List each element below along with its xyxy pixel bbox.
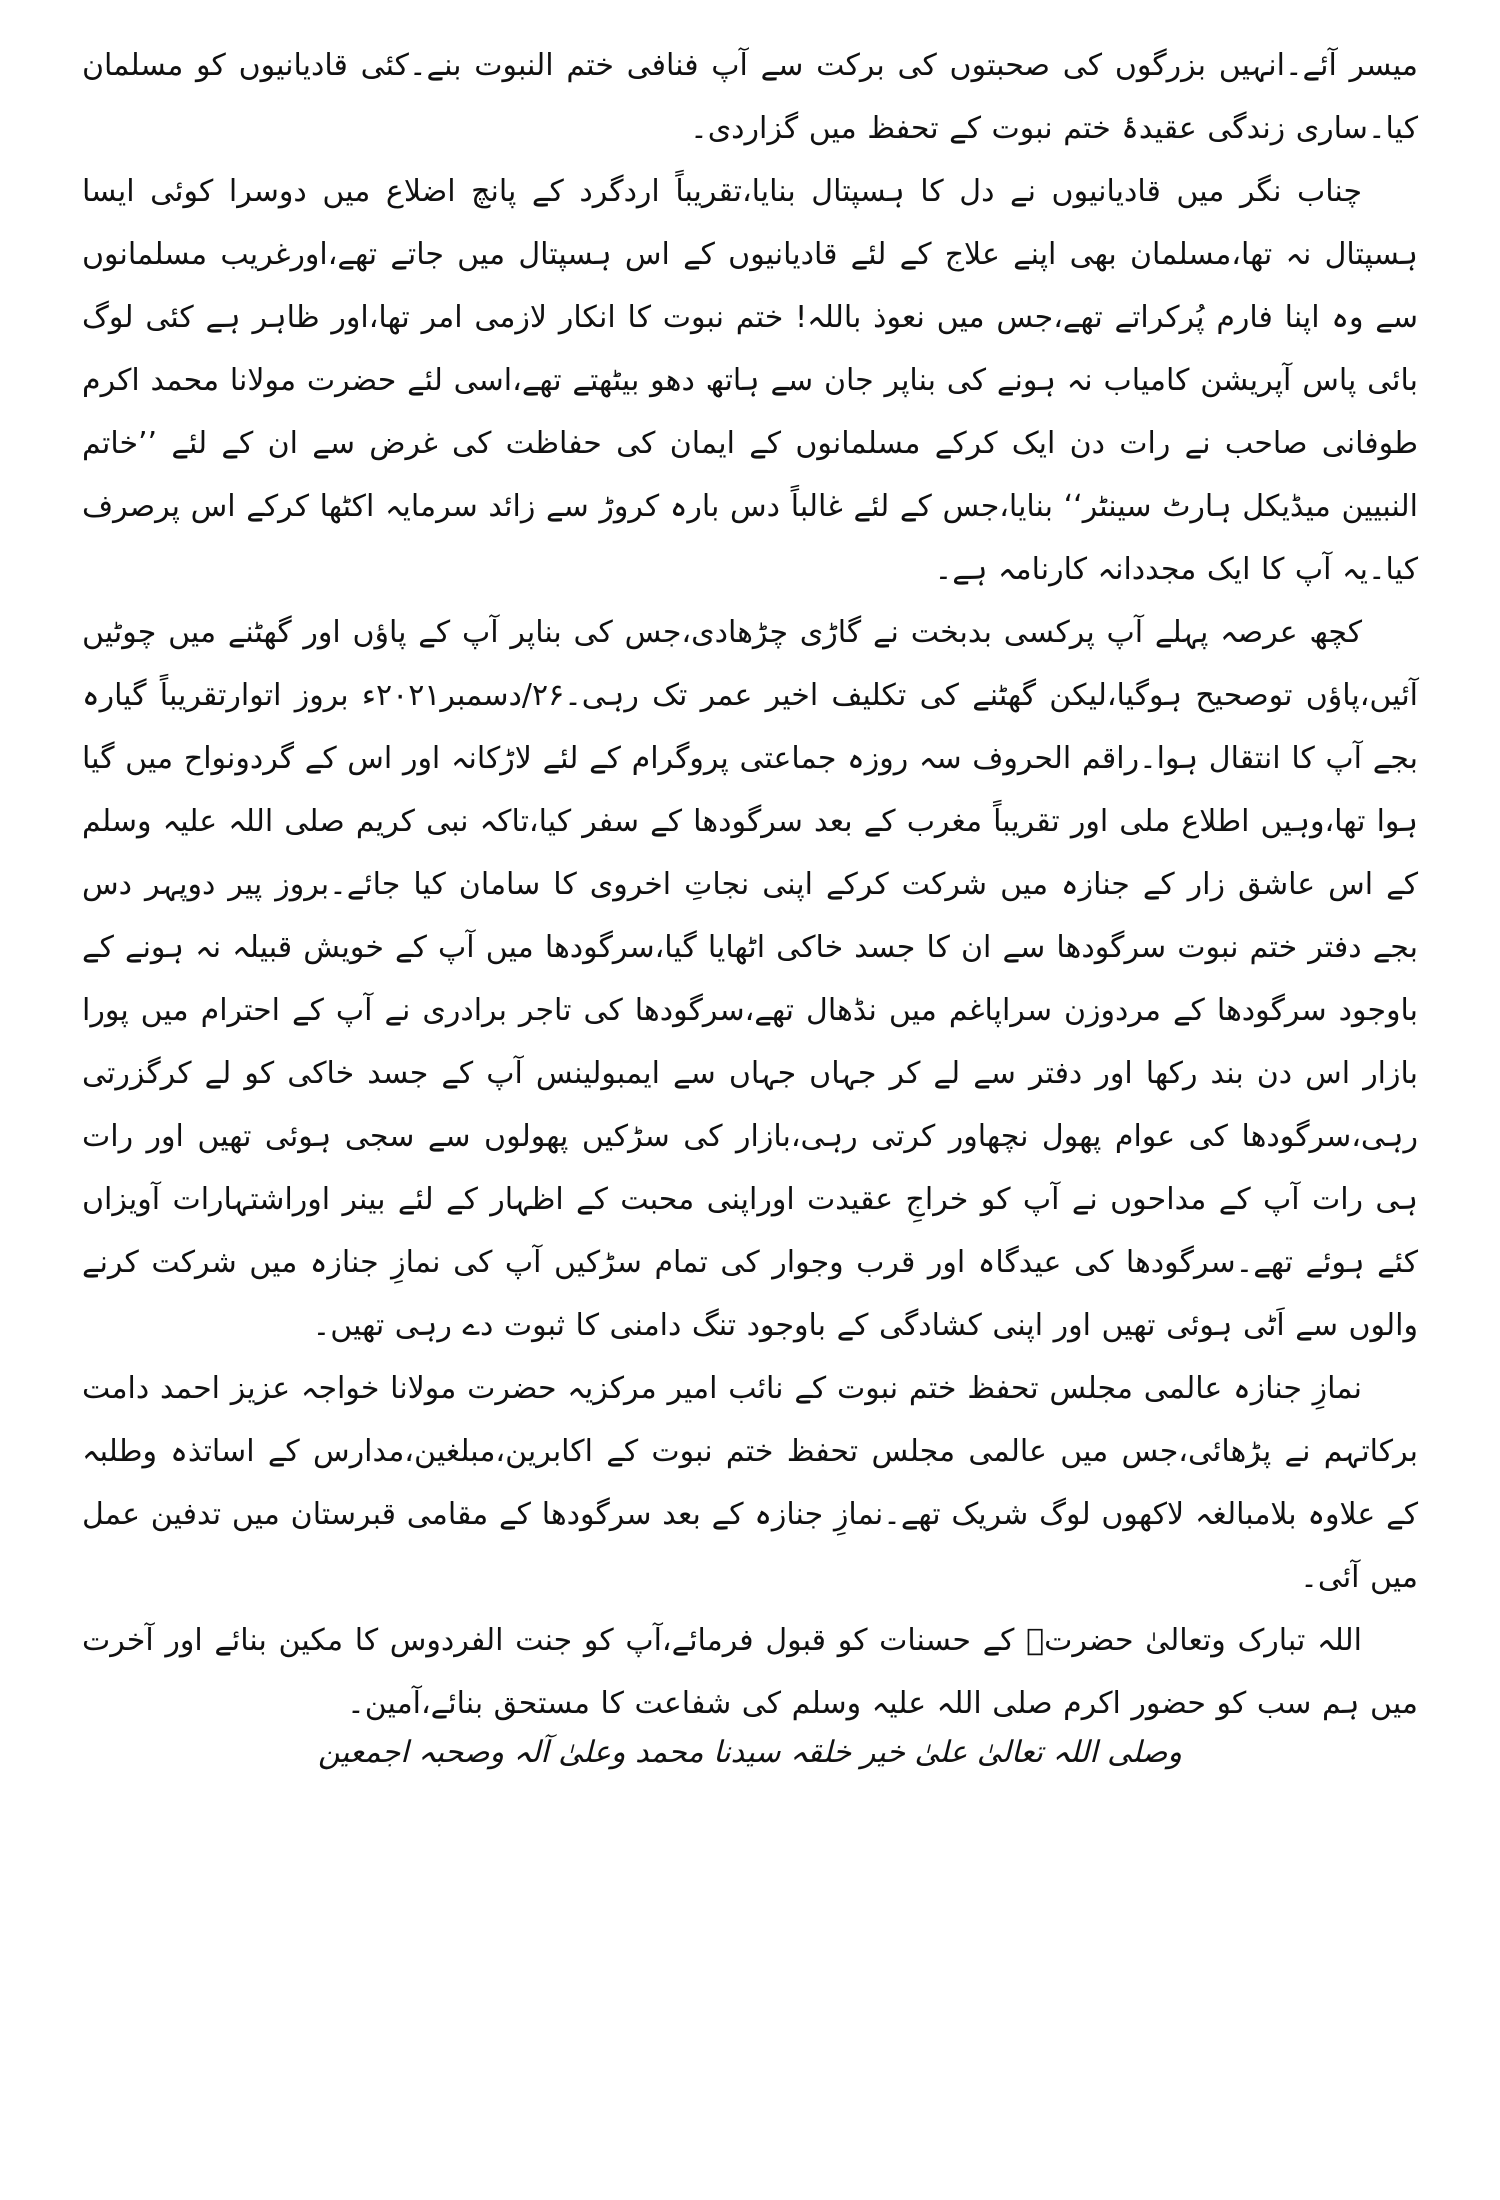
closing-salutation: وصلی اللہ تعالیٰ علیٰ خیر خلقہ سیدنا محمد وعلیٰ آلہ وصحبہ اجمعین bbox=[318, 1735, 1182, 1770]
paragraph-2: چناب نگر میں قادیانیوں نے دل کا ہسپتال بنایا،تقریباً اردگرد کے پانچ اضلاع میں دوسرا کوئی ایسا ہسپتال نہ تھا،مسلمان بھی اپنے علاج کے لئے قادیانیوں کے اس ہسپتال میں جاتے تھے،اورغریب مسلمانوں سے وہ اپنا فارم پُرکراتے تھے،جس میں نعوذ باللہ! ختم نبوت کا انکار لازمی امر تھا،اور ظاہر ہے کئی لوگ بائی پاس آپریشن کامیاب نہ ہونے کی بناپر جان سے ہاتھ دھو بیٹھتے تھے،اسی لئے حضرت مولانا محمد اکرم طوفانی صاحب نے رات دن ایک کرکے مسلمانوں کے ایمان کی حفاظت کی غرض سے ان کے لئے ’’خاتم النبیین میڈیکل ہارٹ سینٹر‘‘ بنایا،جس کے لئے غالباً دس بارہ کروڑ سے زائد سرمایہ اکٹھا کرکے اس پرصرف کیا۔یہ آپ کا ایک مجددانہ کارنامہ ہے۔ bbox=[82, 174, 1418, 587]
article-body bbox=[82, 34, 1418, 1735]
paragraph-5: اللہ تبارک وتعالیٰ حضرتؒ کے حسنات کو قبول فرمائے،آپ کو جنت الفردوس کا مکین بنائے اور آخرت میں ہم سب کو حضور اکرم صلی اللہ علیہ وسلم کی شفاعت کا مستحق بنائے،آمین۔ bbox=[82, 1623, 1418, 1721]
paragraph-1: میسر آئے۔انہیں بزرگوں کی صحبتوں کی برکت سے آپ فنافی ختم النبوت بنے۔کئی قادیانیوں کو مسلمان کیا۔ساری زندگی عقیدۂ ختم نبوت کے تحفظ میں گزاردی۔ bbox=[82, 48, 1418, 146]
paragraph-4: نمازِ جنازہ عالمی مجلس تحفظ ختم نبوت کے نائب امیر مرکزیہ حضرت مولانا خواجہ عزیز احمد دامت برکاتہم نے پڑھائی،جس میں عالمی مجلس تحفظ ختم نبوت کے اکابرین،مبلغین،مدارس کے اساتذہ وطلبہ کے علاوہ بلامبالغہ لاکھوں لوگ شریک تھے۔نمازِ جنازہ کے بعد سرگودھا کے مقامی قبرستان میں تدفین عمل میں آئی۔ bbox=[82, 1371, 1418, 1595]
paragraph-3: کچھ عرصہ پہلے آپ پرکسی بدبخت نے گاڑی چڑھادی،جس کی بناپر آپ کے پاؤں اور گھٹنے میں چوٹیں آئیں،پاؤں توصحیح ہوگیا،لیکن گھٹنے کی تکلیف اخیر عمر تک رہی۔۲۶/دسمبر۲۰۲۱ء بروز اتوارتقریباً گیارہ بجے آپ کا انتقال ہوا۔راقم الحروف سہ روزہ جماعتی پروگرام کے لئے لاڑکانہ اور اس کے گردونواح میں گیا ہوا تھا،وہیں اطلاع ملی اور تقریباً مغرب کے بعد سرگودھا کے سفر کیا،تاکہ نبی کریم صلی اللہ علیہ وسلم کے اس عاشق زار کے جنازہ میں شرکت کرکے اپنی نجاتِ اخروی کا سامان کیا جائے۔بروز پیر دوپہر دس بجے دفتر ختم نبوت سرگودھا سے ان کا جسد خاکی اٹھایا گیا،سرگودھا میں آپ کے خویش قبیلہ نہ ہونے کے باوجود سرگودھا کے مردوزن سراپاغم میں نڈھال تھے،سرگودھا کی تاجر برادری نے آپ کے احترام میں پورا بازار اس دن بند رکھا اور دفتر سے لے کر جہاں جہاں سے ایمبولینس آپ کے جسد خاکی کو لے کرگزرتی رہی،سرگودھا کی عوام پھول نچھاور کرتی رہی،بازار کی سڑکیں پھولوں سے سجی ہوئی تھیں اور رات ہی رات آپ کے مداحوں نے آپ کو خراجِ عقیدت اوراپنی محبت کے اظہار کے لئے بینر اوراشتہارات آویزاں کئے ہوئے تھے۔سرگودھا کی عیدگاہ اور قرب وجوار کی تمام سڑکیں آپ کی نمازِ جنازہ میں شرکت کرنے والوں سے اَٹی ہوئی تھیں اور اپنی کشادگی کے باوجود تنگ دامنی کا ثبوت دے رہی تھیں۔ bbox=[82, 615, 1418, 1343]
